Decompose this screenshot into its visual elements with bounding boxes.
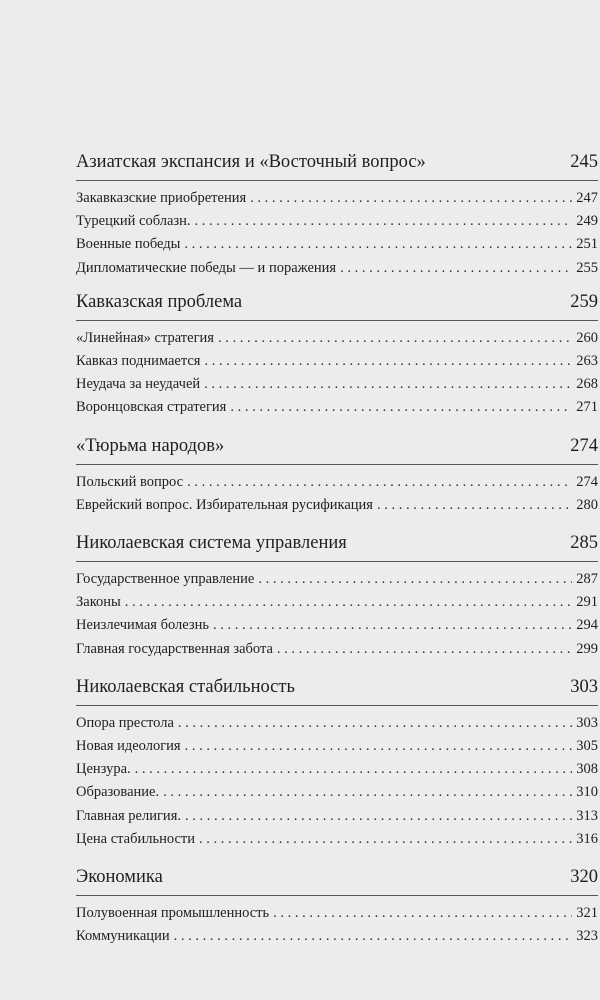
entry-title: Главная религия. xyxy=(76,807,181,824)
entry-page-number: 274 xyxy=(576,473,598,490)
dot-leader xyxy=(163,781,572,804)
entry-title: Законы xyxy=(76,594,121,611)
toc-entry xyxy=(76,396,598,419)
section-page-number: 285 xyxy=(570,533,598,554)
section-page-number: 274 xyxy=(570,435,598,456)
entry-page-number: 291 xyxy=(576,594,598,611)
entry-title: Цензура. xyxy=(76,761,131,778)
toc-entry xyxy=(76,902,598,925)
dot-leader xyxy=(340,257,572,280)
toc-entry xyxy=(76,187,598,210)
dot-leader xyxy=(195,210,573,233)
dot-leader xyxy=(250,187,572,210)
entry-page-number: 316 xyxy=(576,830,598,847)
toc-entry xyxy=(76,805,598,828)
section-heading xyxy=(76,290,598,321)
entry-page-number: 299 xyxy=(576,640,598,657)
section-title: Кавказская проблема xyxy=(76,291,243,312)
dot-leader xyxy=(377,494,572,517)
section-title: Экономика xyxy=(76,867,163,888)
entry-title: Образование. xyxy=(76,784,160,801)
toc-entry xyxy=(76,373,598,396)
section-title: Николаевская система управления xyxy=(76,533,347,554)
toc-section xyxy=(76,531,598,661)
toc-entry xyxy=(76,591,598,614)
entry-title: Воронцовская стратегия xyxy=(76,399,227,416)
entry-title: Польский вопрос xyxy=(76,473,184,490)
dot-leader xyxy=(185,805,572,828)
entry-page-number: 310 xyxy=(576,784,598,801)
entry-title: Турецкий соблазн. xyxy=(76,213,191,230)
toc-section xyxy=(76,150,598,280)
entry-title: Цена стабильности xyxy=(76,830,196,847)
section-heading xyxy=(76,150,598,181)
dot-leader xyxy=(174,925,573,948)
toc-entry xyxy=(76,257,598,280)
dot-leader xyxy=(185,735,573,758)
entry-page-number: 308 xyxy=(576,761,598,778)
entry-page-number: 313 xyxy=(576,807,598,824)
toc-entry xyxy=(76,712,598,735)
section-heading xyxy=(76,531,598,562)
dot-leader xyxy=(125,591,572,614)
toc-section xyxy=(76,675,598,851)
section-page-number: 320 xyxy=(570,867,598,888)
entry-page-number: 287 xyxy=(576,571,598,588)
toc-entry xyxy=(76,925,598,948)
entry-page-number: 247 xyxy=(576,190,598,206)
entry-page-number: 323 xyxy=(576,928,598,945)
entry-title: Дипломатические победы — и поражения xyxy=(76,259,337,276)
entry-title: Военные победы xyxy=(76,236,181,253)
toc-section xyxy=(76,865,598,948)
entry-title: Государственное управление xyxy=(76,571,255,588)
entry-title: Закавказские приобретения xyxy=(76,190,247,206)
entry-page-number: 271 xyxy=(576,399,598,416)
toc-entry xyxy=(76,735,598,758)
toc-entry xyxy=(76,638,598,661)
entry-title: Новая идеология xyxy=(76,738,181,755)
toc-section xyxy=(76,434,598,517)
dot-leader xyxy=(218,327,572,350)
dot-leader xyxy=(204,373,572,396)
entry-page-number: 305 xyxy=(576,738,598,755)
section-title: «Тюрьма народов» xyxy=(76,435,225,456)
entry-title: Опора престола xyxy=(76,714,174,731)
entry-page-number: 251 xyxy=(576,236,598,253)
entry-page-number: 321 xyxy=(576,905,598,922)
dot-leader xyxy=(258,568,572,591)
section-page-number: 303 xyxy=(570,676,598,697)
dot-leader xyxy=(135,758,573,781)
entry-page-number: 268 xyxy=(576,376,598,393)
entry-page-number: 263 xyxy=(576,353,598,370)
entry-title: Главная государственная забота xyxy=(76,640,273,657)
toc-entry xyxy=(76,233,598,256)
entry-title: Кавказ поднимается xyxy=(76,353,201,370)
entry-page-number: 249 xyxy=(576,213,598,230)
entry-title: «Линейная» стратегия xyxy=(76,329,214,346)
section-heading xyxy=(76,865,598,896)
toc-entry xyxy=(76,828,598,851)
entry-title: Еврейский вопрос. Избирательная русификация xyxy=(76,496,373,513)
toc-section xyxy=(76,290,598,420)
entry-page-number: 303 xyxy=(576,714,598,731)
section-heading xyxy=(76,434,598,465)
toc-entry xyxy=(76,471,598,494)
entry-title: Полувоенная промышленность xyxy=(76,905,270,922)
dot-leader xyxy=(273,902,572,925)
section-page-number: 245 xyxy=(570,152,598,172)
table-of-contents xyxy=(76,150,598,948)
dot-leader xyxy=(230,396,572,419)
entry-page-number: 294 xyxy=(576,617,598,634)
dot-leader xyxy=(178,712,572,735)
section-title: Азиатская экспансия и «Восточный вопрос» xyxy=(76,152,426,172)
dot-leader xyxy=(187,471,572,494)
toc-entry xyxy=(76,350,598,373)
toc-entry xyxy=(76,327,598,350)
toc-entry xyxy=(76,210,598,233)
entry-page-number: 260 xyxy=(576,329,598,346)
entry-title: Неудача за неудачей xyxy=(76,376,201,393)
entry-title: Коммуникации xyxy=(76,928,170,945)
toc-entry xyxy=(76,614,598,637)
entry-page-number: 255 xyxy=(576,259,598,276)
toc-entry xyxy=(76,494,598,517)
dot-leader xyxy=(213,614,572,637)
entry-page-number: 280 xyxy=(576,496,598,513)
entry-title: Неизлечимая болезнь xyxy=(76,617,209,634)
toc-entry xyxy=(76,568,598,591)
dot-leader xyxy=(204,350,572,373)
dot-leader xyxy=(199,828,572,851)
toc-entry xyxy=(76,781,598,804)
dot-leader xyxy=(184,233,572,256)
toc-entry xyxy=(76,758,598,781)
section-title: Николаевская стабильность xyxy=(76,676,295,697)
section-heading xyxy=(76,675,598,706)
section-page-number: 259 xyxy=(570,291,598,312)
dot-leader xyxy=(277,638,572,661)
